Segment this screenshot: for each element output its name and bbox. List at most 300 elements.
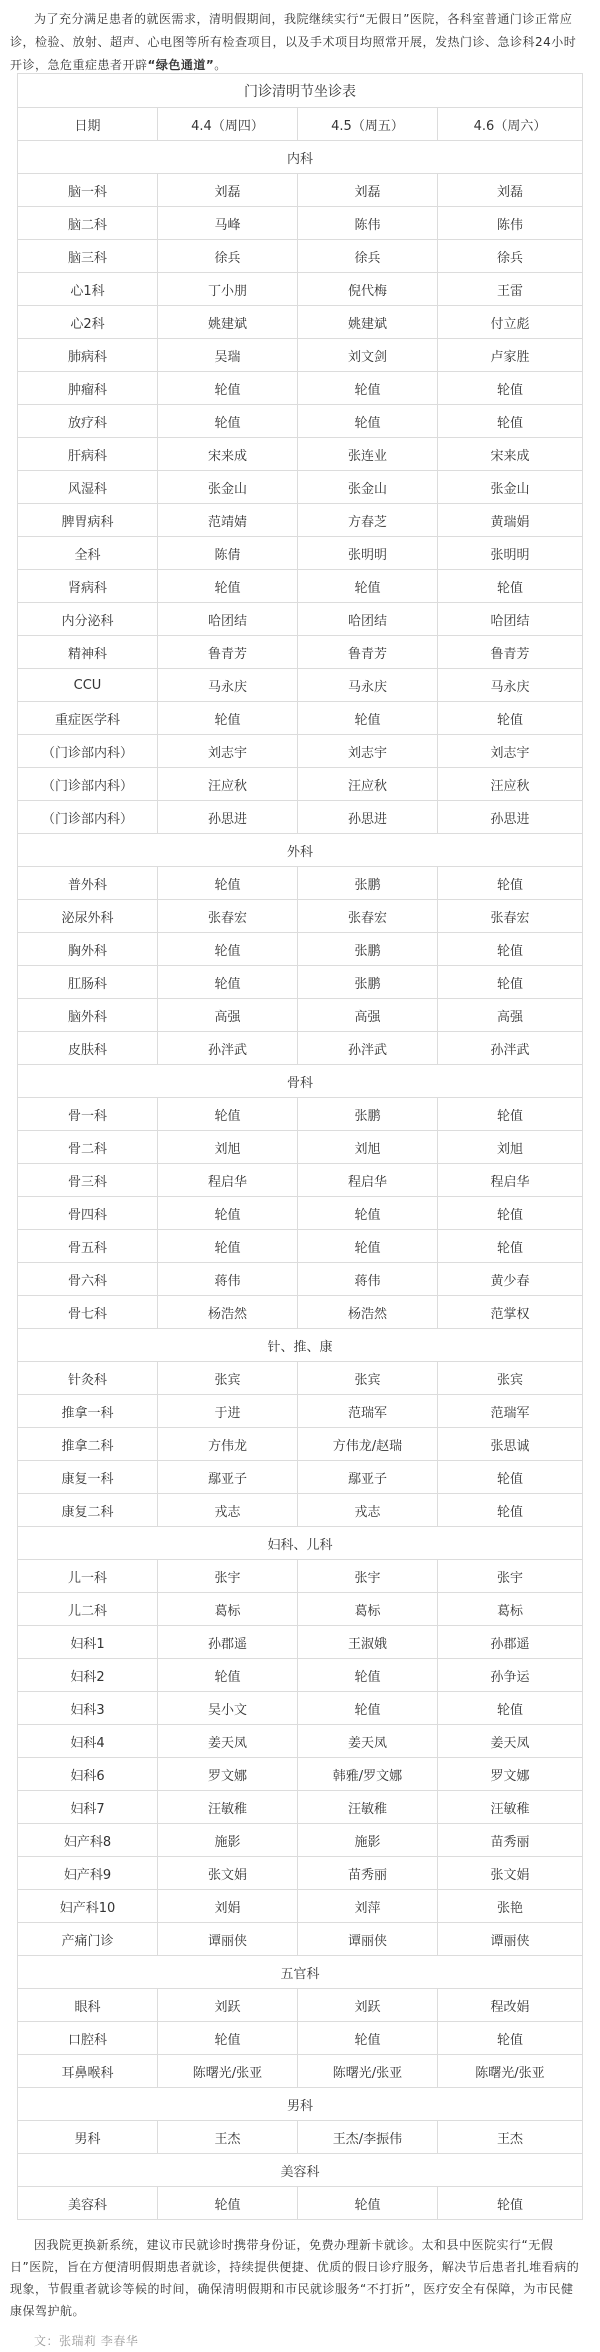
doctor-cell: 张明明 bbox=[298, 537, 438, 570]
doctor-cell: 陈曙光/张亚 bbox=[158, 2055, 298, 2088]
table-row bbox=[18, 1560, 583, 1593]
department-cell: 肝病科 bbox=[18, 438, 158, 471]
doctor-cell: 韩雅/罗文娜 bbox=[298, 1758, 438, 1791]
table-row bbox=[18, 603, 583, 636]
intro-text-b: 。 bbox=[214, 58, 227, 72]
department-cell: 眼科 bbox=[18, 1989, 158, 2022]
department-cell: 普外科 bbox=[18, 867, 158, 900]
table-row bbox=[18, 867, 583, 900]
doctor-cell: 刘旭 bbox=[158, 1131, 298, 1164]
doctor-cell: 孙思进 bbox=[438, 801, 583, 834]
doctor-cell: 张宾 bbox=[158, 1362, 298, 1395]
table-row bbox=[18, 537, 583, 570]
table-row bbox=[18, 504, 583, 537]
table-row bbox=[18, 999, 583, 1032]
doctor-cell: 孙争运 bbox=[438, 1659, 583, 1692]
table-row bbox=[18, 1461, 583, 1494]
doctor-cell: 刘志宇 bbox=[298, 735, 438, 768]
intro-paragraph bbox=[0, 0, 600, 72]
table-row bbox=[18, 1131, 583, 1164]
doctor-cell: 轮值 bbox=[298, 2187, 438, 2220]
footer-text: 因我院更换新系统，建议市民就诊时携带身份证，免费办理新卡就诊。太和县中医院实行“无假日”医院，旨在方便清明假期患者就诊，持续提供便捷、优质的假日诊疗服务，解决节后患者扎堆看病的现象，节假重者就诊等候的时间，确保清明假期和市民就诊服务“不打折”，医疗安全有保障，为市民健康保驾护航。 bbox=[10, 2238, 580, 2318]
table-row bbox=[18, 768, 583, 801]
doctor-cell: 轮值 bbox=[438, 372, 583, 405]
doctor-cell: 孙郡遥 bbox=[438, 1626, 583, 1659]
doctor-cell: 谭丽侠 bbox=[438, 1923, 583, 1956]
doctor-cell: 刘跃 bbox=[298, 1989, 438, 2022]
department-cell: 口腔科 bbox=[18, 2022, 158, 2055]
doctor-cell: 轮值 bbox=[438, 867, 583, 900]
section-row bbox=[18, 2088, 583, 2121]
doctor-cell: 杨浩然 bbox=[298, 1296, 438, 1329]
table-row bbox=[18, 1032, 583, 1065]
department-cell: （门诊部内科） bbox=[18, 801, 158, 834]
table-row bbox=[18, 1230, 583, 1263]
doctor-cell: 轮值 bbox=[158, 405, 298, 438]
doctor-cell: 鲁青芳 bbox=[298, 636, 438, 669]
doctor-cell: 哈团结 bbox=[438, 603, 583, 636]
doctor-cell: 张宇 bbox=[158, 1560, 298, 1593]
department-cell: （门诊部内科） bbox=[18, 768, 158, 801]
header-day-3: 4.6（周六） bbox=[438, 108, 583, 141]
header-day-1: 4.4（周四） bbox=[158, 108, 298, 141]
intro-text-a: 为了充分满足患者的就医需求，清明假期间，我院继续实行“无假日”医院，各科室普通门诊正常应诊，检验、放射、超声、心电图等所有检查项目，以及手术项目均照常开展，发热门诊、急诊科24小时开诊，急危重症患者开辟 bbox=[10, 12, 577, 72]
doctor-cell: 范靖婧 bbox=[158, 504, 298, 537]
doctor-cell: 蒋伟 bbox=[158, 1263, 298, 1296]
doctor-cell: 轮值 bbox=[438, 2022, 583, 2055]
table-row bbox=[18, 471, 583, 504]
section-row bbox=[18, 1527, 583, 1560]
doctor-cell: 张明明 bbox=[438, 537, 583, 570]
doctor-cell: 轮值 bbox=[158, 2187, 298, 2220]
doctor-cell: 范掌权 bbox=[438, 1296, 583, 1329]
table-row bbox=[18, 1791, 583, 1824]
table-row bbox=[18, 1758, 583, 1791]
department-cell: 脑外科 bbox=[18, 999, 158, 1032]
doctor-cell: 程启华 bbox=[438, 1164, 583, 1197]
table-row bbox=[18, 1824, 583, 1857]
doctor-cell: 轮值 bbox=[298, 702, 438, 735]
table-row bbox=[18, 273, 583, 306]
doctor-cell: 张文娟 bbox=[438, 1857, 583, 1890]
doctor-cell: 轮值 bbox=[158, 570, 298, 603]
doctor-cell: 鲁青芳 bbox=[438, 636, 583, 669]
doctor-cell: 刘志宇 bbox=[438, 735, 583, 768]
doctor-cell: 张鹏 bbox=[298, 1098, 438, 1131]
table-row bbox=[18, 1626, 583, 1659]
doctor-cell: 张艳 bbox=[438, 1890, 583, 1923]
doctor-cell: 范瑞军 bbox=[438, 1395, 583, 1428]
doctor-cell: 程启华 bbox=[158, 1164, 298, 1197]
department-cell: 妇科3 bbox=[18, 1692, 158, 1725]
table-row bbox=[18, 2055, 583, 2088]
table-row bbox=[18, 1494, 583, 1527]
doctor-cell: 马峰 bbox=[158, 207, 298, 240]
department-cell: 心1科 bbox=[18, 273, 158, 306]
table-row bbox=[18, 636, 583, 669]
doctor-cell: 姜天凤 bbox=[438, 1725, 583, 1758]
doctor-cell: 高强 bbox=[158, 999, 298, 1032]
doctor-cell: 姚建斌 bbox=[298, 306, 438, 339]
doctor-cell: 张宇 bbox=[438, 1560, 583, 1593]
doctor-cell: 张金山 bbox=[298, 471, 438, 504]
doctor-cell: 张宾 bbox=[438, 1362, 583, 1395]
doctor-cell: 轮值 bbox=[298, 1692, 438, 1725]
doctor-cell: 高强 bbox=[438, 999, 583, 1032]
doctor-cell: 轮值 bbox=[158, 702, 298, 735]
doctor-cell: 张春宏 bbox=[158, 900, 298, 933]
department-cell: 皮肤科 bbox=[18, 1032, 158, 1065]
doctor-cell: 张思诚 bbox=[438, 1428, 583, 1461]
doctor-cell: 汪敏稚 bbox=[298, 1791, 438, 1824]
doctor-cell: 轮值 bbox=[438, 1692, 583, 1725]
department-cell: 骨一科 bbox=[18, 1098, 158, 1131]
doctor-cell: 罗文娜 bbox=[438, 1758, 583, 1791]
table-row bbox=[18, 1659, 583, 1692]
doctor-cell: 刘旭 bbox=[438, 1131, 583, 1164]
table-row bbox=[18, 1923, 583, 1956]
doctor-cell: 汪敏稚 bbox=[158, 1791, 298, 1824]
doctor-cell: 张鹏 bbox=[298, 867, 438, 900]
table-row bbox=[18, 1197, 583, 1230]
doctor-cell: 刘旭 bbox=[298, 1131, 438, 1164]
department-cell: （门诊部内科） bbox=[18, 735, 158, 768]
department-cell: 重症医学科 bbox=[18, 702, 158, 735]
department-cell: 骨七科 bbox=[18, 1296, 158, 1329]
table-row bbox=[18, 438, 583, 471]
doctor-cell: 轮值 bbox=[438, 570, 583, 603]
doctor-cell: 刘磊 bbox=[298, 174, 438, 207]
department-cell: 肾病科 bbox=[18, 570, 158, 603]
doctor-cell: 孙郡遥 bbox=[158, 1626, 298, 1659]
doctor-cell: 宋来成 bbox=[438, 438, 583, 471]
doctor-cell: 轮值 bbox=[438, 1494, 583, 1527]
department-cell: 脑三科 bbox=[18, 240, 158, 273]
doctor-cell: 马永庆 bbox=[438, 669, 583, 702]
table-row bbox=[18, 240, 583, 273]
department-cell: 妇产科10 bbox=[18, 1890, 158, 1923]
table-row bbox=[18, 306, 583, 339]
doctor-cell: 汪应秋 bbox=[158, 768, 298, 801]
doctor-cell: 鄢亚子 bbox=[298, 1461, 438, 1494]
doctor-cell: 轮值 bbox=[438, 2187, 583, 2220]
department-cell: 妇科4 bbox=[18, 1725, 158, 1758]
doctor-cell: 王淑娥 bbox=[298, 1626, 438, 1659]
table-row bbox=[18, 2121, 583, 2154]
doctor-cell: 王杰 bbox=[438, 2121, 583, 2154]
table-row bbox=[18, 174, 583, 207]
table-row bbox=[18, 372, 583, 405]
department-cell: 妇产科9 bbox=[18, 1857, 158, 1890]
doctor-cell: 轮值 bbox=[298, 1230, 438, 1263]
doctor-cell: 轮值 bbox=[158, 372, 298, 405]
doctor-cell: 张鹏 bbox=[298, 933, 438, 966]
doctor-cell: 高强 bbox=[298, 999, 438, 1032]
doctor-cell: 张金山 bbox=[438, 471, 583, 504]
doctor-cell: 轮值 bbox=[158, 867, 298, 900]
doctor-cell: 方伟龙/赵瑞 bbox=[298, 1428, 438, 1461]
doctor-cell: 轮值 bbox=[438, 1230, 583, 1263]
doctor-cell: 轮值 bbox=[158, 933, 298, 966]
doctor-cell: 孙泮武 bbox=[298, 1032, 438, 1065]
doctor-cell: 王杰/李振伟 bbox=[298, 2121, 438, 2154]
doctor-cell: 轮值 bbox=[298, 570, 438, 603]
doctor-cell: 王雷 bbox=[438, 273, 583, 306]
section-heading: 外科 bbox=[18, 834, 583, 867]
doctor-cell: 陈曙光/张亚 bbox=[298, 2055, 438, 2088]
section-heading: 美容科 bbox=[18, 2154, 583, 2187]
department-cell: 推拿二科 bbox=[18, 1428, 158, 1461]
table-row bbox=[18, 1857, 583, 1890]
doctor-cell: 轮值 bbox=[158, 1230, 298, 1263]
department-cell: 胸外科 bbox=[18, 933, 158, 966]
department-cell: 妇产科8 bbox=[18, 1824, 158, 1857]
table-row bbox=[18, 207, 583, 240]
doctor-cell: 汪敏稚 bbox=[438, 1791, 583, 1824]
table-row bbox=[18, 570, 583, 603]
table-row bbox=[18, 966, 583, 999]
section-heading: 妇科、儿科 bbox=[18, 1527, 583, 1560]
doctor-cell: 徐兵 bbox=[298, 240, 438, 273]
doctor-cell: 哈团结 bbox=[158, 603, 298, 636]
doctor-cell: 刘娟 bbox=[158, 1890, 298, 1923]
doctor-cell: 张宇 bbox=[298, 1560, 438, 1593]
doctor-cell: 葛标 bbox=[438, 1593, 583, 1626]
doctor-cell: 程改娟 bbox=[438, 1989, 583, 2022]
department-cell: 脑二科 bbox=[18, 207, 158, 240]
table-row bbox=[18, 339, 583, 372]
table-title: 门诊清明节坐诊表 bbox=[18, 74, 583, 108]
department-cell: 脾胃病科 bbox=[18, 504, 158, 537]
department-cell: 肛肠科 bbox=[18, 966, 158, 999]
doctor-cell: 刘磊 bbox=[158, 174, 298, 207]
doctor-cell: 徐兵 bbox=[158, 240, 298, 273]
table-row bbox=[18, 801, 583, 834]
doctor-cell: 姜天凤 bbox=[158, 1725, 298, 1758]
doctor-cell: 汪应秋 bbox=[298, 768, 438, 801]
doctor-cell: 马永庆 bbox=[298, 669, 438, 702]
doctor-cell: 陈曙光/张亚 bbox=[438, 2055, 583, 2088]
header-day-2: 4.5（周五） bbox=[298, 108, 438, 141]
doctor-cell: 轮值 bbox=[438, 702, 583, 735]
doctor-cell: 张宾 bbox=[298, 1362, 438, 1395]
doctor-cell: 孙泮武 bbox=[438, 1032, 583, 1065]
table-row bbox=[18, 900, 583, 933]
table-row bbox=[18, 1725, 583, 1758]
doctor-cell: 吴小文 bbox=[158, 1692, 298, 1725]
section-heading: 五官科 bbox=[18, 1956, 583, 1989]
doctor-cell: 陈伟 bbox=[298, 207, 438, 240]
doctor-cell: 鲁青芳 bbox=[158, 636, 298, 669]
doctor-cell: 施影 bbox=[158, 1824, 298, 1857]
header-date: 日期 bbox=[18, 108, 158, 141]
doctor-cell: 轮值 bbox=[298, 1659, 438, 1692]
doctor-cell: 轮值 bbox=[298, 405, 438, 438]
doctor-cell: 张文娟 bbox=[158, 1857, 298, 1890]
table-header-row bbox=[18, 108, 583, 141]
table-row bbox=[18, 1428, 583, 1461]
department-cell: 放疗科 bbox=[18, 405, 158, 438]
doctor-cell: 马永庆 bbox=[158, 669, 298, 702]
doctor-cell: 刘萍 bbox=[298, 1890, 438, 1923]
department-cell: 儿一科 bbox=[18, 1560, 158, 1593]
doctor-cell: 孙思进 bbox=[158, 801, 298, 834]
department-cell: 骨四科 bbox=[18, 1197, 158, 1230]
department-cell: 心2科 bbox=[18, 306, 158, 339]
table-row bbox=[18, 933, 583, 966]
doctor-cell: 于进 bbox=[158, 1395, 298, 1428]
doctor-cell: 程启华 bbox=[298, 1164, 438, 1197]
doctor-cell: 张春宏 bbox=[298, 900, 438, 933]
department-cell: 妇科6 bbox=[18, 1758, 158, 1791]
table-row bbox=[18, 1362, 583, 1395]
section-row bbox=[18, 834, 583, 867]
table-row bbox=[18, 2187, 583, 2220]
doctor-cell: 轮值 bbox=[158, 966, 298, 999]
department-cell: 妇科2 bbox=[18, 1659, 158, 1692]
doctor-cell: 轮值 bbox=[438, 1098, 583, 1131]
department-cell: 康复一科 bbox=[18, 1461, 158, 1494]
doctor-cell: 刘磊 bbox=[438, 174, 583, 207]
doctor-cell: 孙泮武 bbox=[158, 1032, 298, 1065]
department-cell: 骨六科 bbox=[18, 1263, 158, 1296]
department-cell: 针灸科 bbox=[18, 1362, 158, 1395]
department-cell: 肺病科 bbox=[18, 339, 158, 372]
doctor-cell: 刘跃 bbox=[158, 1989, 298, 2022]
doctor-cell: 刘文剑 bbox=[298, 339, 438, 372]
department-cell: 妇科7 bbox=[18, 1791, 158, 1824]
department-cell: 泌尿外科 bbox=[18, 900, 158, 933]
doctor-cell: 鄢亚子 bbox=[158, 1461, 298, 1494]
doctor-cell: 吴瑞 bbox=[158, 339, 298, 372]
table-row bbox=[18, 669, 583, 702]
department-cell: 脑一科 bbox=[18, 174, 158, 207]
section-row bbox=[18, 1065, 583, 1098]
doctor-cell: 方春芝 bbox=[298, 504, 438, 537]
doctor-cell: 谭丽侠 bbox=[158, 1923, 298, 1956]
department-cell: 骨三科 bbox=[18, 1164, 158, 1197]
doctor-cell: 轮值 bbox=[298, 372, 438, 405]
green-channel-text: “绿色通道” bbox=[147, 58, 215, 72]
table-row bbox=[18, 1890, 583, 1923]
section-heading: 针、推、康 bbox=[18, 1329, 583, 1362]
doctor-cell: 轮值 bbox=[438, 405, 583, 438]
table-row bbox=[18, 2022, 583, 2055]
author-credit: 文：张瑞莉 李春华 bbox=[34, 2334, 139, 2348]
doctor-cell: 姜天凤 bbox=[298, 1725, 438, 1758]
department-cell: 骨二科 bbox=[18, 1131, 158, 1164]
doctor-cell: 苗秀丽 bbox=[438, 1824, 583, 1857]
doctor-cell: 轮值 bbox=[158, 1197, 298, 1230]
doctor-cell: 轮值 bbox=[298, 2022, 438, 2055]
doctor-cell: 杨浩然 bbox=[158, 1296, 298, 1329]
doctor-cell: 范瑞军 bbox=[298, 1395, 438, 1428]
section-row bbox=[18, 1329, 583, 1362]
doctor-cell: 蒋伟 bbox=[298, 1263, 438, 1296]
doctor-cell: 倪代梅 bbox=[298, 273, 438, 306]
doctor-cell: 王杰 bbox=[158, 2121, 298, 2154]
doctor-cell: 徐兵 bbox=[438, 240, 583, 273]
table-row bbox=[18, 1164, 583, 1197]
doctor-cell: 黄少春 bbox=[438, 1263, 583, 1296]
department-cell: 耳鼻喉科 bbox=[18, 2055, 158, 2088]
section-heading: 骨科 bbox=[18, 1065, 583, 1098]
doctor-cell: 方伟龙 bbox=[158, 1428, 298, 1461]
doctor-cell: 孙思进 bbox=[298, 801, 438, 834]
doctor-cell: 轮值 bbox=[158, 2022, 298, 2055]
department-cell: 精神科 bbox=[18, 636, 158, 669]
department-cell: 推拿一科 bbox=[18, 1395, 158, 1428]
department-cell: 肿瘤科 bbox=[18, 372, 158, 405]
department-cell: 产痛门诊 bbox=[18, 1923, 158, 1956]
department-cell: 康复二科 bbox=[18, 1494, 158, 1527]
section-row bbox=[18, 1956, 583, 1989]
doctor-cell: 谭丽侠 bbox=[298, 1923, 438, 1956]
doctor-cell: 张鹏 bbox=[298, 966, 438, 999]
department-cell: 美容科 bbox=[18, 2187, 158, 2220]
doctor-cell: 轮值 bbox=[438, 1197, 583, 1230]
doctor-cell: 苗秀丽 bbox=[298, 1857, 438, 1890]
department-cell: 全科 bbox=[18, 537, 158, 570]
doctor-cell: 陈倩 bbox=[158, 537, 298, 570]
department-cell: 男科 bbox=[18, 2121, 158, 2154]
doctor-cell: 丁小朋 bbox=[158, 273, 298, 306]
table-row bbox=[18, 1296, 583, 1329]
schedule-table bbox=[17, 73, 583, 2220]
doctor-cell: 姚建斌 bbox=[158, 306, 298, 339]
section-row bbox=[18, 2154, 583, 2187]
table-title-row bbox=[18, 74, 583, 108]
doctor-cell: 葛标 bbox=[158, 1593, 298, 1626]
doctor-cell: 汪应秋 bbox=[438, 768, 583, 801]
section-heading: 男科 bbox=[18, 2088, 583, 2121]
department-cell: 儿二科 bbox=[18, 1593, 158, 1626]
table-row bbox=[18, 735, 583, 768]
doctor-cell: 轮值 bbox=[438, 966, 583, 999]
table-row bbox=[18, 1692, 583, 1725]
table-row bbox=[18, 1395, 583, 1428]
table-row bbox=[18, 1098, 583, 1131]
doctor-cell: 付立彪 bbox=[438, 306, 583, 339]
doctor-cell: 轮值 bbox=[438, 1461, 583, 1494]
doctor-cell: 宋来成 bbox=[158, 438, 298, 471]
table-row bbox=[18, 1593, 583, 1626]
department-cell: 妇科1 bbox=[18, 1626, 158, 1659]
department-cell: CCU bbox=[18, 669, 158, 702]
table-row bbox=[18, 1263, 583, 1296]
doctor-cell: 陈伟 bbox=[438, 207, 583, 240]
doctor-cell: 张春宏 bbox=[438, 900, 583, 933]
doctor-cell: 轮值 bbox=[438, 933, 583, 966]
department-cell: 骨五科 bbox=[18, 1230, 158, 1263]
department-cell: 风湿科 bbox=[18, 471, 158, 504]
section-heading: 内科 bbox=[18, 141, 583, 174]
doctor-cell: 哈团结 bbox=[298, 603, 438, 636]
doctor-cell: 葛标 bbox=[298, 1593, 438, 1626]
table-row bbox=[18, 702, 583, 735]
doctor-cell: 轮值 bbox=[158, 1659, 298, 1692]
doctor-cell: 黄瑞娟 bbox=[438, 504, 583, 537]
doctor-cell: 轮值 bbox=[158, 1098, 298, 1131]
doctor-cell: 张连业 bbox=[298, 438, 438, 471]
doctor-cell: 刘志宇 bbox=[158, 735, 298, 768]
doctor-cell: 张金山 bbox=[158, 471, 298, 504]
doctor-cell: 施影 bbox=[298, 1824, 438, 1857]
footer-paragraph bbox=[0, 2220, 600, 2352]
doctor-cell: 罗文娜 bbox=[158, 1758, 298, 1791]
doctor-cell: 戎志 bbox=[298, 1494, 438, 1527]
section-row bbox=[18, 141, 583, 174]
